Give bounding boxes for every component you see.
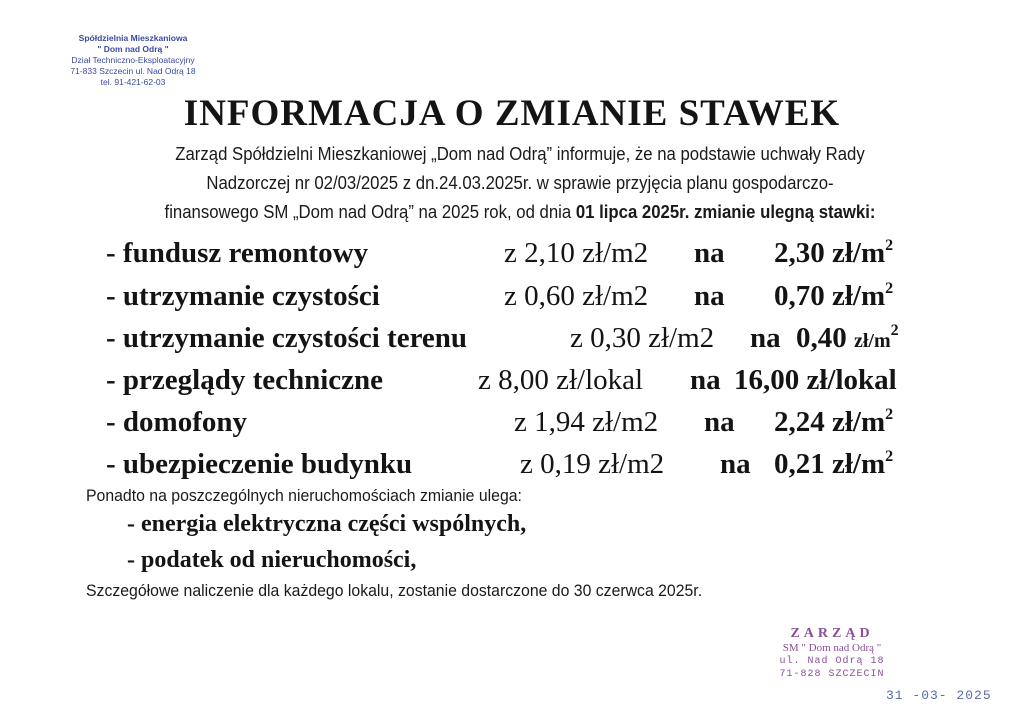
rate-old-value: z 0,19 zł/m2 xyxy=(520,448,665,480)
rate-na-label: na xyxy=(720,448,751,480)
stamp-line-phone: tel. 91-421-62-03 xyxy=(100,77,166,87)
board-stamp-name: SM " Dom nad Odrą " xyxy=(782,642,882,654)
rate-new-value: 0,40 $zł/m^2$ xyxy=(796,322,899,354)
intro-effective-date: 01 lipca 2025r. zmianie ulegną stawki: xyxy=(575,202,876,222)
board-stamp-city: 71-828 SZCZECIN xyxy=(779,669,885,680)
rate-name: - fundusz remontowy xyxy=(106,237,369,269)
rate-old-value: z 8,00 zł/lokal xyxy=(478,364,644,396)
stamp-line-department: Dział Techniczno-Eksploatacyjny xyxy=(71,55,195,65)
rate-na-label: na xyxy=(694,237,725,269)
rate-name: - utrzymanie czystości xyxy=(106,280,380,312)
rate-na-label: na xyxy=(694,280,725,312)
additional-note: Ponadto na poszczególnych nieruchomościach zmianie ulega: xyxy=(86,486,522,505)
rate-new-value: 2,24 $zł/m^2$ xyxy=(774,406,894,438)
board-stamp xyxy=(752,626,912,681)
rate-new-value: 0,21 $zł/m^2$ xyxy=(774,448,894,480)
rate-new-value: 16,00 zł/lokal xyxy=(734,364,897,396)
cooperative-stamp xyxy=(58,33,208,88)
rate-old-value: z 2,10 zł/m2 xyxy=(504,237,649,269)
rate-name: - ubezpieczenie budynku xyxy=(106,448,413,480)
rate-old-value: z 1,94 zł/m2 xyxy=(514,406,659,438)
intro-line-3 xyxy=(102,198,939,227)
rate-old-value: z 0,60 zł/m2 xyxy=(504,280,649,312)
footer-note: Szczegółowe naliczenie dla każdego lokalu, zostanie dostarczone do 30 czerwca 2025r. xyxy=(86,581,703,600)
stamp-line-name: Spółdzielnia Mieszkaniowa xyxy=(78,33,188,43)
stamp-line-house: " Dom nad Odrą " xyxy=(97,44,169,54)
rate-na-label: na xyxy=(750,322,781,354)
rate-name: - utrzymanie czystości terenu xyxy=(106,322,468,354)
page-title: INFORMACJA O ZMIANIE STAWEK xyxy=(183,93,841,134)
intro-paragraph xyxy=(102,140,939,227)
rate-na-label: na xyxy=(704,406,735,438)
intro-line-3-text: finansowego SM „Dom nad Odrą” na 2025 rok, od dnia xyxy=(164,202,576,222)
additional-item: - energia elektryczna części wspólnych, xyxy=(127,511,527,537)
stamp-line-address: 71-833 Szczecin ul. Nad Odrą 18 xyxy=(70,66,196,76)
intro-line-1: Zarząd Spółdzielni Mieszkaniowej „Dom nad Odrą” informuje, że na podstawie uchwały Rady xyxy=(175,144,865,164)
rate-name: - przeglądy techniczne xyxy=(106,364,384,396)
rate-na-label: na xyxy=(690,364,721,396)
rate-old-value: z 0,30 zł/m2 xyxy=(570,322,715,354)
additional-item: - podatek od nieruchomości, xyxy=(127,547,417,573)
intro-line-2: Nadzorczej nr 02/03/2025 z dn.24.03.2025r. w sprawie przyjęcia planu gospodarczo- xyxy=(206,173,834,193)
date-stamp: 31 -03- 2025 xyxy=(886,688,992,703)
rate-name: - domofony xyxy=(106,406,247,438)
rate-new-value: 2,30 $zł/m^2$ xyxy=(774,237,894,269)
board-stamp-title: ZARZĄD xyxy=(790,626,874,641)
rate-new-value: 0,70 $zł/m^2$ xyxy=(774,280,894,312)
board-stamp-street: ul. Nad Odrą 18 xyxy=(779,656,885,667)
